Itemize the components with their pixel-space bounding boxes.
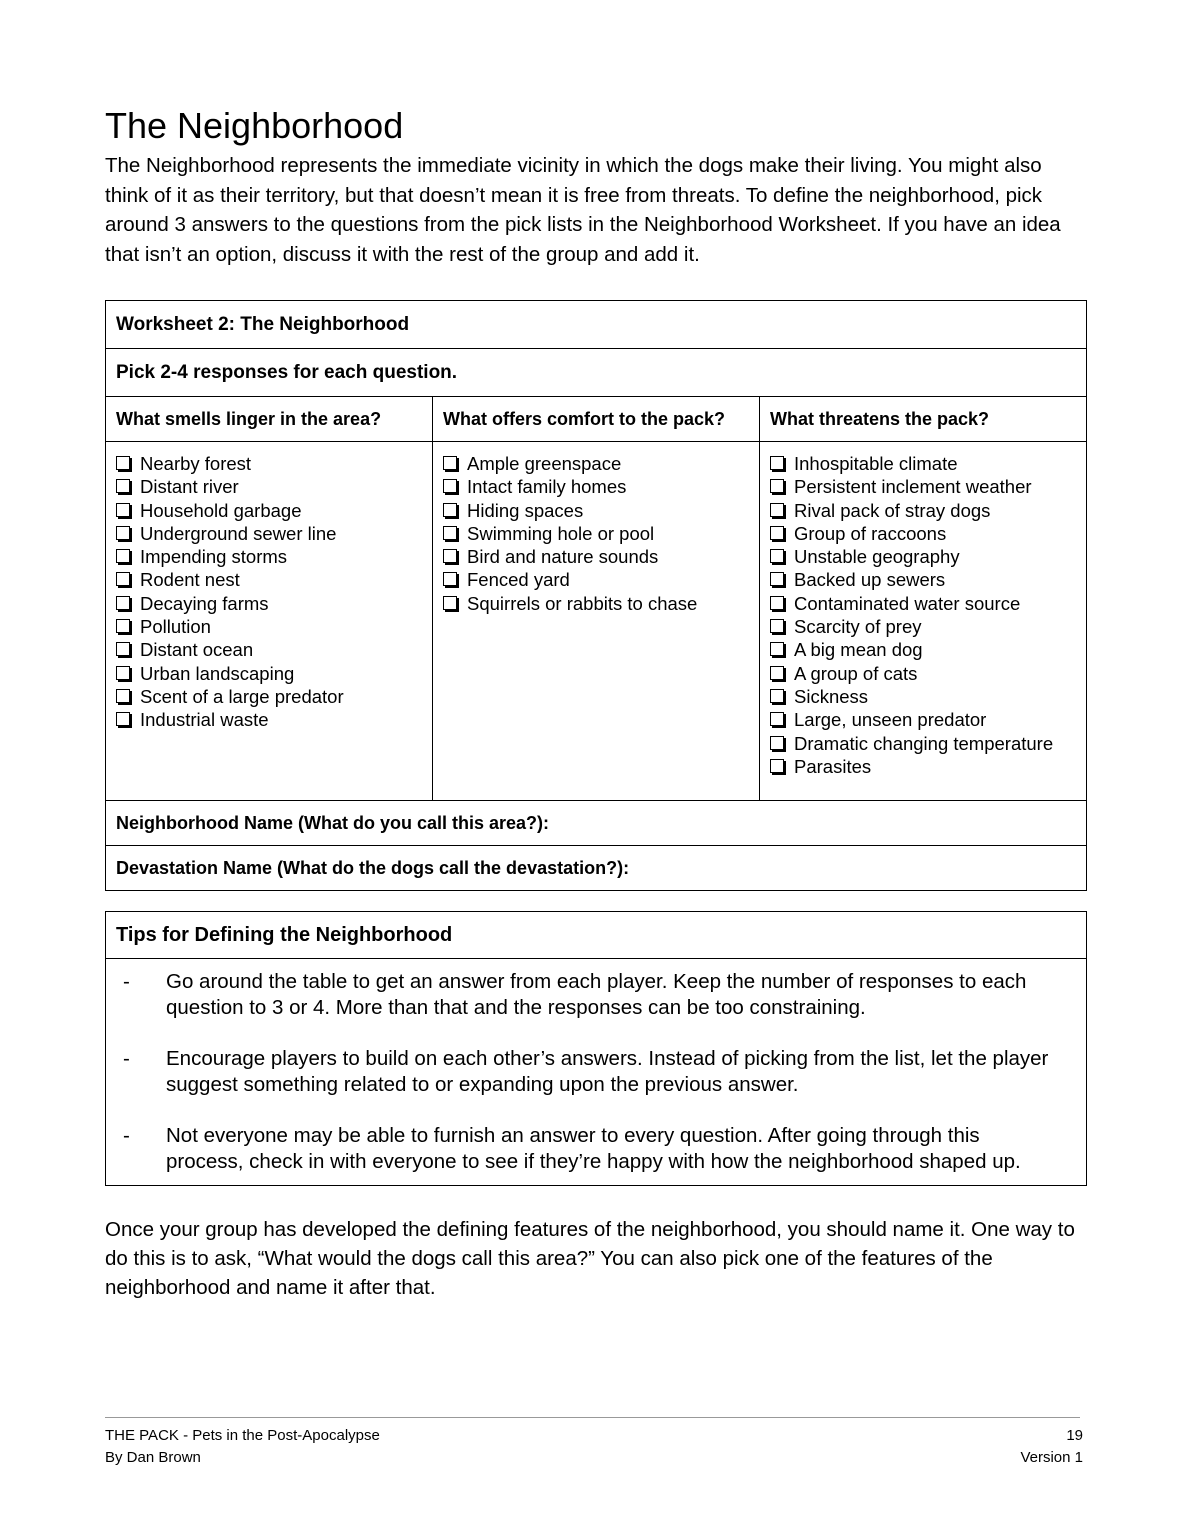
checklist-item-label: Large, unseen predator [794,709,987,731]
checklist-item-label: Rodent nest [140,569,240,591]
checklist-item[interactable] [770,522,1076,545]
question-smells: What smells linger in the area? [106,397,433,442]
checkbox-icon[interactable] [770,596,784,610]
threats-list [770,452,1076,778]
checklist-item[interactable] [116,662,422,685]
checkbox-icon[interactable] [443,596,457,610]
checklist-item[interactable] [443,499,749,522]
checklist-item-label: Rival pack of stray dogs [794,499,991,521]
checklist-item[interactable] [770,475,1076,498]
checkbox-icon[interactable] [443,572,457,586]
question-comfort: What offers comfort to the pack? [433,397,760,442]
checkbox-icon[interactable] [770,572,784,586]
checklist-item-label: A big mean dog [794,639,923,661]
checklist-item-label: Scarcity of prey [794,616,922,638]
tip-text: Go around the table to get an answer from each player. Keep the number of responses to each question to 3 or 4. More than that and the responses can be too constraining. [166,970,1027,1019]
tip-bullet: - [123,970,130,993]
checklist-item-label: Unstable geography [794,546,960,568]
checklist-item[interactable] [443,475,749,498]
checklist-item-label: Industrial waste [140,709,269,731]
checklist-item-label: Sickness [794,685,869,707]
checkbox-icon[interactable] [770,642,784,656]
threats-list-cell [760,442,1087,801]
neighborhood-name-field[interactable]: Neighborhood Name (What do you call this area?): [106,801,1087,846]
tip-text: Encourage players to build on each other’s answers. Instead of picking from the list, let the player suggest something related to or expanding upon the previous answer. [166,1047,1049,1096]
checklist-item[interactable] [443,452,749,475]
checklist-item[interactable] [770,452,1076,475]
checklist-item-label: Pollution [140,616,211,638]
checklist-item-label: Swimming hole or pool [467,522,655,544]
checkbox-icon[interactable] [443,549,457,563]
checklist-item[interactable] [116,615,422,638]
checkbox-icon[interactable] [443,503,457,517]
checklist-item[interactable] [443,522,749,545]
checkbox-icon[interactable] [116,456,130,470]
checklist-item-label: Underground sewer line [140,522,337,544]
checklist-item[interactable] [116,708,422,731]
tips-table [105,911,1087,1186]
page-title: The Neighborhood [105,105,404,146]
checklist-item-label: Squirrels or rabbits to chase [467,592,698,614]
checkbox-icon[interactable] [116,619,130,633]
checklist-item[interactable] [770,732,1076,755]
comfort-list [443,452,749,615]
checklist-item-label: Ample greenspace [467,453,622,474]
smells-list-cell [106,442,433,801]
checklist-item-label: Persistent inclement weather [794,476,1032,498]
checkbox-icon[interactable] [116,666,130,680]
worksheet-instruction: Pick 2-4 responses for each question. [106,349,1087,397]
checklist-item-label: Parasites [794,755,872,777]
tips-title: Tips for Defining the Neighborhood [106,912,1087,959]
checklist-item[interactable] [770,662,1076,685]
checklist-item-label: Distant river [140,476,239,498]
checkbox-icon[interactable] [116,503,130,517]
checkbox-icon[interactable] [443,479,457,493]
checklist-item-label: Bird and nature sounds [467,546,659,568]
checkbox-icon[interactable] [116,689,130,703]
question-threats: What threatens the pack? [760,397,1087,442]
checklist-item[interactable] [770,568,1076,591]
smells-list [116,452,422,732]
checklist-item[interactable] [443,568,749,591]
footer-divider [105,1417,1080,1418]
checkbox-icon[interactable] [770,503,784,517]
checklist-item[interactable] [443,592,749,615]
intro-paragraph: The Neighborhood represents the immediate vicinity in which the dogs make their living. You might also think of it as their territory, but that doesn’t mean it is free from threats. To define the neighborhood, pick around 3 answers to the questions from the pick lists in the Neighborhood Worksheet. If you have an idea that isn’t an option, discuss it with the rest of the group and add it. [105,154,1061,266]
checklist-item[interactable] [116,499,422,522]
checkbox-icon[interactable] [116,596,130,610]
checklist-item[interactable] [116,545,422,568]
checklist-item-label: Household garbage [140,499,302,521]
checklist-item[interactable] [443,545,749,568]
checklist-item[interactable] [116,452,422,475]
checkbox-icon[interactable] [116,642,130,656]
checklist-item[interactable] [116,522,422,545]
devastation-name-field[interactable]: Devastation Name (What do the dogs call the devastation?): [106,846,1087,891]
comfort-list-cell [433,442,760,801]
footer-author: By Dan Brown [105,1449,201,1466]
footer-version: Version 1 [1020,1449,1083,1466]
checklist-item-label: Contaminated water source [794,592,1021,614]
checklist-item[interactable] [770,755,1076,778]
checklist-item[interactable] [116,475,422,498]
checklist-item-label: Dramatic changing temperature [794,732,1054,754]
tip-item [116,1123,1056,1175]
checklist-item[interactable] [770,685,1076,708]
checklist-item[interactable] [770,615,1076,638]
checklist-item-label: Urban landscaping [140,662,295,684]
checklist-item-label: Distant ocean [140,639,254,661]
checklist-item-label: Nearby forest [140,453,252,474]
checkbox-icon[interactable] [770,456,784,470]
checklist-item-label: Impending storms [140,546,288,568]
checkbox-icon[interactable] [770,759,784,773]
checkbox-icon[interactable] [443,456,457,470]
checklist-item[interactable] [770,638,1076,661]
checklist-item-label: A group of cats [794,662,918,684]
checkbox-icon[interactable] [770,712,784,726]
checkbox-icon[interactable] [116,526,130,540]
checklist-item[interactable] [116,638,422,661]
checkbox-icon[interactable] [116,549,130,563]
checklist-item[interactable] [770,592,1076,615]
tip-item [116,1046,1056,1098]
worksheet-title: Worksheet 2: The Neighborhood [106,301,1087,349]
checklist-item[interactable] [116,685,422,708]
tip-bullet: - [123,1124,130,1147]
checklist-item-label: Hiding spaces [467,499,584,521]
checkbox-icon[interactable] [770,479,784,493]
checkbox-icon[interactable] [770,736,784,750]
checkbox-icon[interactable] [443,526,457,540]
checklist-item-label: Scent of a large predator [140,685,344,707]
checkbox-icon[interactable] [116,479,130,493]
checklist-item-label: Group of raccoons [794,522,947,544]
checklist-item-label: Decaying farms [140,592,269,614]
checkbox-icon[interactable] [116,712,130,726]
checklist-item[interactable] [770,499,1076,522]
checkbox-icon[interactable] [770,666,784,680]
checklist-item-label: Fenced yard [467,569,570,591]
checklist-item[interactable] [116,592,422,615]
checklist-item[interactable] [770,708,1076,731]
checklist-item-label: Intact family homes [467,476,627,498]
checkbox-icon[interactable] [770,689,784,703]
checkbox-icon[interactable] [770,526,784,540]
checkbox-icon[interactable] [116,572,130,586]
tip-bullet: - [123,1047,130,1070]
checklist-item-label: Inhospitable climate [794,453,958,474]
footer-book-title: THE PACK - Pets in the Post-Apocalypse [105,1427,380,1444]
checklist-item[interactable] [770,545,1076,568]
tip-text: Not everyone may be able to furnish an answer to every question. After going through this process, check in with everyone to see if they’re happy with how the neighborhood shaped up. [166,1124,1021,1173]
footer-page-number: 19 [1066,1427,1083,1444]
checkbox-icon[interactable] [770,619,784,633]
checklist-item-label: Backed up sewers [794,569,946,591]
tip-item [116,969,1056,1021]
checklist-item[interactable] [116,568,422,591]
worksheet-table [105,300,1087,891]
tips-body [106,959,1087,1186]
outro-paragraph: Once your group has developed the defining features of the neighborhood, you should name it. One way to do this is to ask, “What would the dogs call this area?” You can also pick one of the features of the neighborhood and name it after that. [105,1218,1075,1299]
checkbox-icon[interactable] [770,549,784,563]
